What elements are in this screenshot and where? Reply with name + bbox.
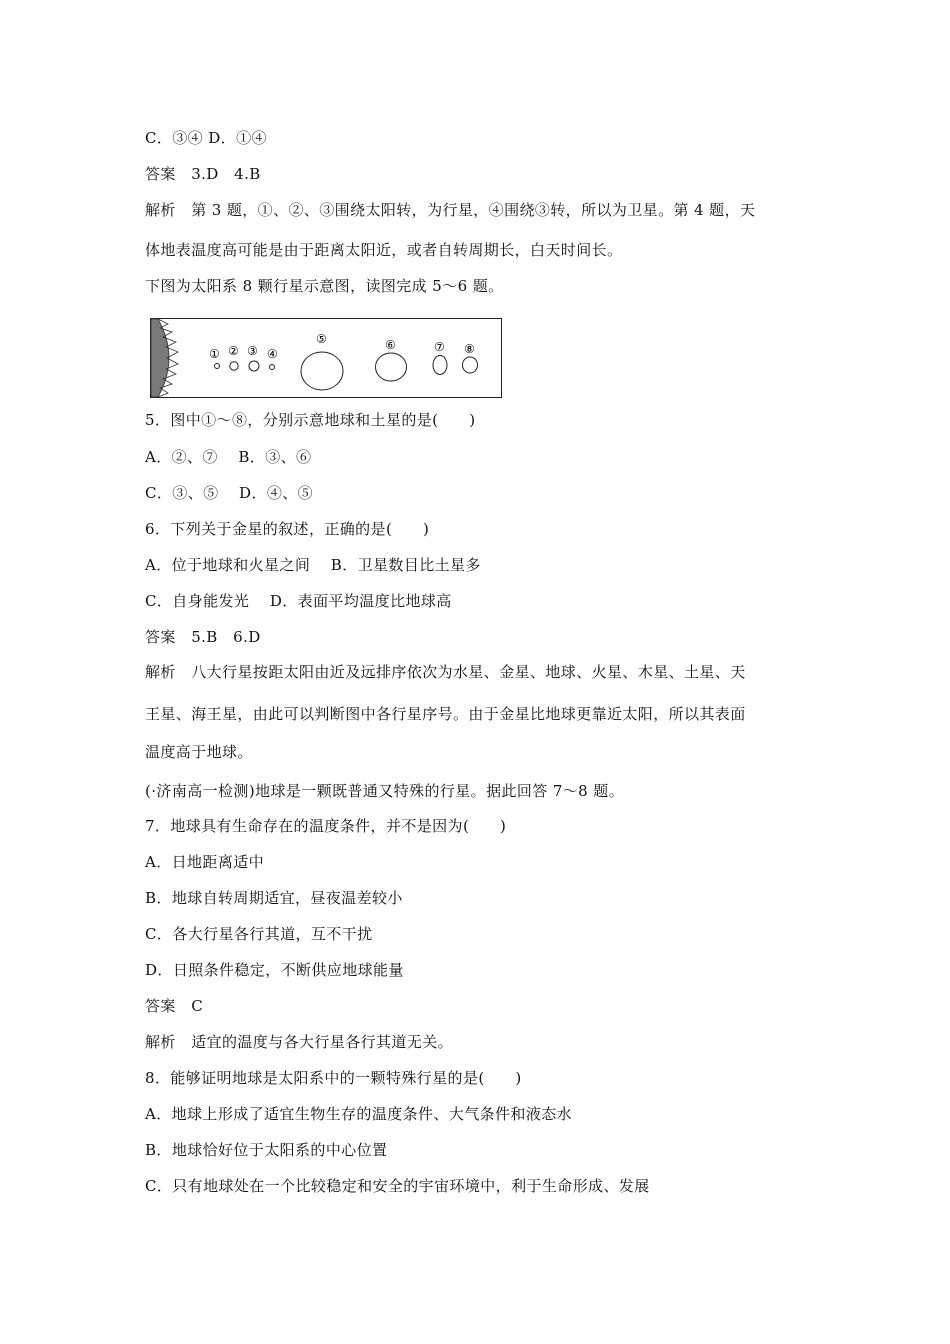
option-line: C．自身能发光 D．表面平均温度比地球高 [145,592,452,610]
explanation-line: 体地表温度高可能是由于距离太阳近，或者自转周期长，白天时间长。 [145,241,623,259]
option-line: D．日照条件稳定，不断供应地球能量 [145,961,404,979]
option-line: C．各大行星各行其道，互不干扰 [145,925,373,943]
answer-line: 答案 C [145,997,204,1015]
planet-label-4: ④ [267,347,278,361]
question-5: 5．图中①～⑧，分别示意地球和土星的是( ) [145,411,476,429]
planet-label-2: ② [228,344,239,358]
explanation-line: 解析 八大行星按距太阳由近及远排序依次为水星、金星、地球、火星、木星、土星、天 [145,663,746,681]
question-7: 7．地球具有生命存在的温度条件，并不是因为( ) [145,817,507,835]
option-line: C．③、⑤ D．④、⑤ [145,484,314,502]
answer-line: 答案 3.D 4.B [145,165,261,183]
planet-label-3: ③ [247,344,258,358]
explanation-line: 王星、海王星，由此可以判断图中各行星序号。由于金星比地球更靠近太阳，所以其表面 [145,705,746,723]
diagram-intro: 下图为太阳系 8 颗行星示意图，读图完成 5～6 题。 [145,277,504,295]
diagram-frame [151,319,502,398]
option-line: B．地球自转周期适宜，昼夜温差较小 [145,889,403,907]
option-line: A．地球上形成了适宜生物生存的温度条件、大气条件和液态水 [145,1105,573,1123]
explanation-line: 温度高于地球。 [145,743,253,761]
question-8: 8．能够证明地球是太阳系中的一颗特殊行星的是( ) [145,1069,522,1087]
planet-label-8: ⑧ [464,342,475,356]
solar-system-svg [150,318,502,398]
section-intro: (·济南高一检测)地球是一颗既普通又特殊的行星。据此回答 7～8 题。 [145,782,625,800]
planet-label-6: ⑥ [385,338,396,352]
planet-label-5: ⑤ [316,332,327,346]
planet-label-1: ① [209,347,220,361]
question-6: 6．下列关于金星的叙述，正确的是( ) [145,520,430,538]
option-line: C．③④ D．①④ [145,129,267,147]
solar-system-diagram [150,318,502,398]
explanation-line: 解析 适宜的温度与各大行星各行其道无关。 [145,1033,454,1051]
option-line: B．地球恰好位于太阳系的中心位置 [145,1141,388,1159]
option-line: A．日地距离适中 [145,853,265,871]
answer-line: 答案 5.B 6.D [145,628,261,646]
explanation-line: 解析 第 3 题，①、②、③围绕太阳转，为行星，④围绕③转，所以为卫星。第 4 题，天 [145,201,756,219]
option-line: A．位于地球和火星之间 B．卫星数目比土星多 [145,556,481,574]
option-line: A．②、⑦ B．③、⑥ [145,448,312,466]
option-line: C．只有地球处在一个比较稳定和安全的宇宙环境中，利于生命形成、发展 [145,1177,650,1195]
planet-label-7: ⑦ [434,340,445,354]
